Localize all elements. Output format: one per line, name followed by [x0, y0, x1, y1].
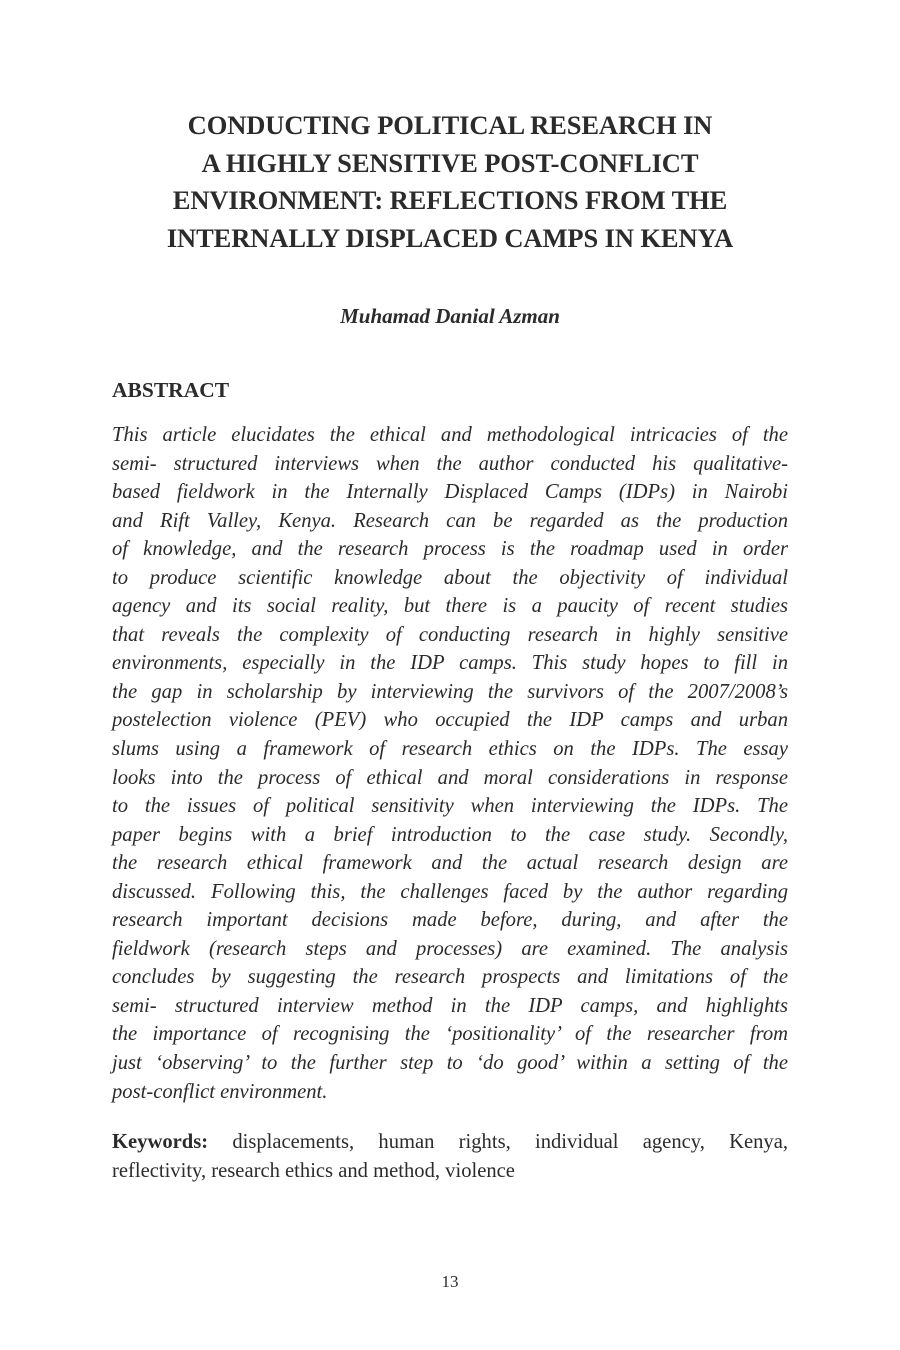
abstract-line: paper begins with a brief introduction to the case study. Secondly, [112, 823, 788, 846]
abstract-line: environments, especially in the IDP camps. This study hopes to fill in [112, 652, 788, 675]
abstract-line: agency and its social reality, but there is a paucity of recent studies [112, 595, 788, 618]
abstract-line: to the issues of political sensitivity when interviewing the IDPs. The [112, 795, 788, 818]
abstract-line: post-conflict environment. [112, 1080, 328, 1103]
abstract-line: that reveals the complexity of conducting research in highly sensitive [112, 623, 788, 646]
page-number: 13 [441, 1272, 459, 1291]
title-line: ENVIRONMENT: REFLECTIONS FROM THE [172, 185, 728, 215]
abstract-line: to produce scientific knowledge about the objectivity of individual [112, 566, 788, 589]
abstract-line: fieldwork (research steps and processes) are examined. The analysis [112, 937, 788, 960]
abstract-line: slums using a framework of research ethics on the IDPs. The essay [112, 738, 788, 761]
keywords-text: displacements, human rights, individual agency, Kenya, [208, 1131, 788, 1153]
abstract-line: of knowledge, and the research process is the roadmap used in order [112, 538, 788, 561]
abstract-line: the research ethical framework and the actual research design are [112, 852, 788, 875]
abstract-body [112, 421, 788, 1106]
article-title [100, 107, 800, 257]
abstract-line: semi- structured interviews when the author conducted his qualitative- [112, 452, 788, 475]
abstract-line: and Rift Valley, Kenya. Research can be regarded as the production [112, 509, 788, 532]
abstract-line: semi- structured interview method in the IDP camps, and highlights [112, 994, 788, 1017]
abstract-line: the gap in scholarship by interviewing the survivors of the 2007/2008’s [112, 680, 788, 703]
keywords-line: reflectivity, research ethics and method, violence [112, 1160, 515, 1182]
abstract-line: This article elucidates the ethical and methodological intricacies of the [112, 424, 788, 446]
title-line: CONDUCTING POLITICAL RESEARCH IN [187, 110, 713, 140]
abstract-line: based fieldwork in the Internally Displaced Camps (IDPs) in Nairobi [112, 481, 788, 504]
abstract-heading: ABSTRACT [112, 378, 230, 402]
keywords-line [112, 1128, 788, 1157]
title-line: INTERNALLY DISPLACED CAMPS IN KENYA [166, 222, 734, 253]
abstract-line: concludes by suggesting the research prospects and limitations of the [112, 966, 788, 989]
keywords-section [112, 1128, 788, 1186]
abstract-line: looks into the process of ethical and moral considerations in response [112, 766, 788, 789]
abstract-line: research important decisions made before, during, and after the [112, 909, 788, 932]
author-name: Muhamad Danial Azman [340, 304, 560, 328]
abstract-line: discussed. Following this, the challenges faced by the author regarding [112, 880, 788, 903]
abstract-line: postelection violence (PEV) who occupied the IDP camps and urban [112, 709, 788, 732]
keywords-label: Keywords: [112, 1131, 209, 1153]
abstract-line: just ‘observing’ to the further step to ‘do good’ within a setting of the [112, 1052, 788, 1075]
abstract-line: the importance of recognising the ‘positionality’ of the researcher from [112, 1023, 788, 1046]
title-line: A HIGHLY SENSITIVE POST-CONFLICT [201, 147, 699, 178]
